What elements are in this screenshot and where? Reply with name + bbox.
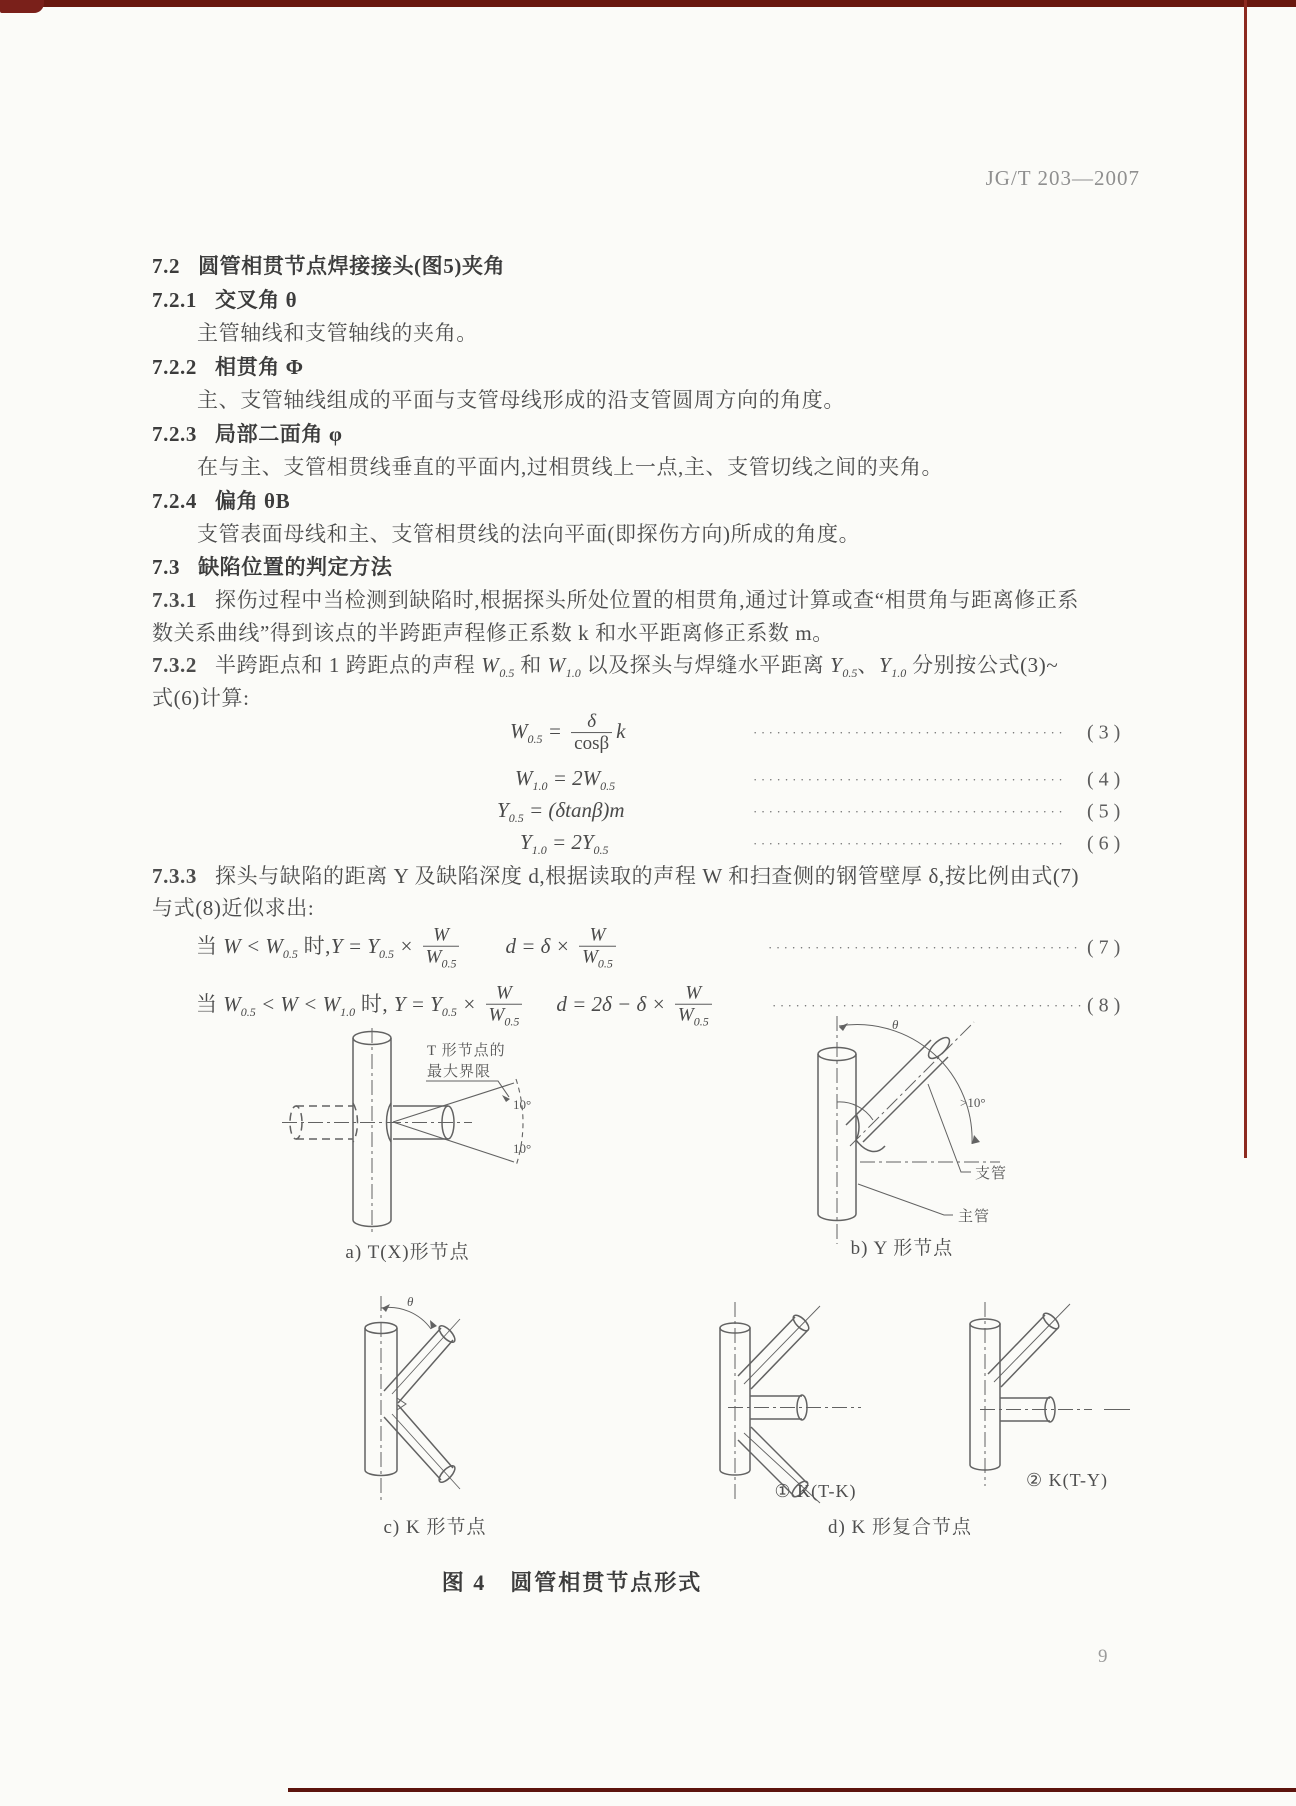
fraction bbox=[423, 926, 460, 971]
k-theta-label: θ bbox=[407, 1294, 414, 1309]
formula-6-row bbox=[0, 829, 1296, 859]
fraction-numerator: W bbox=[433, 924, 449, 946]
caption-a: a) T(X)形节点 bbox=[345, 1242, 470, 1263]
arc-arrowhead-right bbox=[430, 1320, 437, 1329]
section-7-3-3-line2: 与式(8)近似求出: bbox=[152, 896, 315, 920]
formula-term: d = δ × bbox=[505, 933, 576, 958]
formula-8-row bbox=[0, 978, 1296, 1034]
formula-5-row bbox=[0, 797, 1296, 827]
formula-subscript: 1.0 bbox=[532, 779, 548, 793]
formula-subscript: 1.0 bbox=[531, 843, 547, 857]
branch-axis-lower bbox=[392, 1414, 460, 1489]
formula-subscript: 0.5 bbox=[600, 779, 616, 793]
caption-d: d) K 形复合节点 bbox=[827, 1517, 973, 1538]
formula-number: ( 5 ) bbox=[1087, 800, 1121, 823]
dotted-leader: ········································ bbox=[753, 725, 1067, 740]
formula-term: W < W bbox=[223, 933, 283, 958]
y-main-label: 主管 bbox=[958, 1209, 991, 1225]
formula-subscript: 0.5 bbox=[240, 1004, 256, 1019]
section-number: 7.3 bbox=[152, 555, 181, 579]
dotted-leader: ········································ bbox=[772, 998, 1086, 1013]
formula-number: ( 8 ) bbox=[1087, 994, 1121, 1017]
formula-term: W bbox=[223, 991, 241, 1016]
fraction-numerator: W bbox=[685, 982, 702, 1004]
formula-number: ( 3 ) bbox=[1087, 721, 1121, 744]
fraction-numerator: W bbox=[496, 982, 512, 1004]
fraction-denominator bbox=[579, 946, 616, 971]
paragraph-text: 和 bbox=[514, 653, 548, 677]
branch-axis-upper bbox=[744, 1306, 820, 1384]
caption-b: b) Y 形节点 bbox=[850, 1238, 954, 1259]
formula-subscript: 0.5 bbox=[842, 666, 858, 680]
scan-edge-top bbox=[0, 0, 1296, 7]
section-7-3-2-line1 bbox=[152, 649, 1058, 681]
section-title: 偏角 θB bbox=[215, 489, 291, 513]
arc-arrowhead-top bbox=[839, 1023, 848, 1031]
formula-term: Y bbox=[497, 798, 509, 822]
formula-subscript: 0.5 bbox=[378, 946, 394, 961]
diagram-kty-node bbox=[952, 1300, 1182, 1490]
section-number: 7.2.1 bbox=[152, 288, 197, 312]
variable: W bbox=[481, 653, 500, 677]
y-theta-label: θ bbox=[892, 1017, 899, 1032]
formula-term: 时, bbox=[297, 933, 331, 958]
paragraph-text: 半跨距点和 1 跨距点的声程 bbox=[215, 653, 482, 677]
formula-subscript: 0.5 bbox=[499, 666, 515, 680]
section-7-3-heading bbox=[152, 551, 392, 581]
fraction bbox=[579, 926, 616, 971]
formula-term: W bbox=[582, 946, 598, 968]
section-7-2-2-heading bbox=[152, 351, 304, 381]
formula-term: 时, bbox=[355, 991, 394, 1016]
formula-number: ( 7 ) bbox=[1087, 936, 1121, 959]
formula-term: × bbox=[393, 933, 419, 958]
formula-term: 当 bbox=[196, 991, 224, 1016]
section-7-3-1-line1 bbox=[152, 584, 1079, 614]
formula-subscript: 0.5 bbox=[693, 1014, 709, 1029]
formula-term: W bbox=[677, 1004, 694, 1026]
formula-subscript: 0.5 bbox=[508, 811, 524, 825]
section-number: 7.3.2 bbox=[152, 653, 197, 677]
formula-term: Y = Y bbox=[393, 991, 442, 1016]
section-7-2-4-heading bbox=[152, 485, 290, 515]
section-number: 7.3.3 bbox=[152, 864, 197, 888]
branch-axis-upper bbox=[994, 1304, 1070, 1382]
formula-6-expression bbox=[520, 830, 609, 858]
diagram-k-node bbox=[338, 1294, 563, 1502]
joint-angle-arc bbox=[837, 1102, 873, 1120]
formula-subscript: 1.0 bbox=[340, 1004, 356, 1019]
formula-subscript: 0.5 bbox=[441, 956, 457, 971]
formula-number: ( 6 ) bbox=[1087, 832, 1121, 855]
formula-subscript: 1.0 bbox=[565, 666, 581, 680]
label-ktk: ① K(T-K) bbox=[774, 1481, 857, 1501]
formula-term: = bbox=[542, 718, 568, 743]
document-code-header: JG/T 203—2007 bbox=[985, 166, 1140, 190]
section-number: 7.2.2 bbox=[152, 355, 197, 379]
formula-term: = (δtanβ)m bbox=[523, 798, 625, 822]
section-number: 7.3.1 bbox=[152, 588, 197, 612]
variable: Y bbox=[830, 653, 843, 677]
fraction-denominator: cosβ bbox=[571, 732, 612, 754]
paragraph-text: 探伤过程中当检测到缺陷时,根据探头所处位置的相贯角,通过计算或查“相贯角与距离修正系 bbox=[215, 588, 1080, 612]
formula-7-expression bbox=[196, 926, 620, 971]
section-7-3-1-line2: 数关系曲线”得到该点的半跨距声程修正系数 k 和水平距离修正系数 m。 bbox=[152, 621, 834, 645]
tx-note-line2: 最大界限 bbox=[427, 1064, 492, 1080]
figure-4-caption: 图 4 圆管相贯节点形式 bbox=[441, 1570, 703, 1595]
fraction bbox=[571, 712, 612, 754]
formula-4-expression bbox=[515, 766, 615, 794]
formula-3-row bbox=[0, 704, 1296, 762]
section-7-3-2-line2: 式(6)计算: bbox=[152, 686, 250, 710]
formula-term: Y = Y bbox=[330, 933, 379, 958]
variable: Y bbox=[878, 653, 892, 677]
section-7-2-2-body: 主、支管轴线组成的平面与支管母线形成的沿支管圆周方向的角度。 bbox=[197, 388, 845, 412]
formula-7-row bbox=[0, 920, 1296, 976]
paragraph-text: 以及探头与焊缝水平距离 bbox=[580, 653, 831, 677]
formula-subscript: 1.0 bbox=[891, 666, 907, 680]
formula-term: W bbox=[488, 1004, 505, 1026]
fraction-numerator: δ bbox=[587, 711, 597, 733]
fraction bbox=[675, 984, 712, 1029]
formula-subscript: 0.5 bbox=[527, 731, 543, 746]
formula-number: ( 4 ) bbox=[1087, 768, 1121, 791]
formula-term: = 2Y bbox=[546, 830, 594, 854]
tx-note-line1: T 形节点的 bbox=[427, 1043, 506, 1059]
fraction-denominator bbox=[675, 1004, 712, 1029]
section-7-2-3-body: 在与主、支管相贯线垂直的平面内,过相贯线上一点,主、支管切线之间的夹角。 bbox=[197, 455, 944, 479]
label-kty: ② K(T-Y) bbox=[1026, 1470, 1108, 1490]
section-title: 缺陷位置的判定方法 bbox=[198, 555, 393, 579]
main-label-leader bbox=[858, 1184, 953, 1215]
formula-term: W bbox=[510, 718, 528, 743]
formula-subscript: 0.5 bbox=[441, 1004, 457, 1019]
section-7-2-1-heading bbox=[152, 284, 297, 314]
section-7-2-1-body: 主管轴线和支管轴线的夹角。 bbox=[197, 321, 478, 345]
arc-arrowhead-bottom bbox=[972, 1135, 980, 1144]
formula-term: W bbox=[515, 766, 533, 790]
fraction-denominator bbox=[423, 946, 460, 971]
section-title: 圆管相贯节点焊接接头(图5)夹角 bbox=[198, 254, 506, 278]
caption-c: c) K 形节点 bbox=[383, 1517, 487, 1538]
branch-axis-upper bbox=[392, 1319, 460, 1394]
formula-term: × bbox=[456, 991, 482, 1016]
paragraph-text: 、 bbox=[857, 653, 879, 677]
section-title: 相贯角 Φ bbox=[215, 355, 304, 379]
dotted-leader: ········································ bbox=[753, 804, 1067, 819]
formula-term: = 2W bbox=[547, 766, 601, 790]
section-7-2-heading bbox=[152, 250, 505, 280]
branch-axis bbox=[850, 1022, 974, 1146]
formula-3-expression bbox=[510, 712, 626, 754]
section-number: 7.2.4 bbox=[152, 489, 197, 513]
formula-subscript: 0.5 bbox=[593, 843, 609, 857]
y-branch-label: 支管 bbox=[975, 1166, 1008, 1182]
branch-pipe bbox=[846, 1034, 953, 1151]
paragraph-text: 探头与缺陷的距离 Y 及缺陷深度 d,根据读取的声程 W 和扫查侧的钢管壁厚 δ,按比例由式(7) bbox=[215, 864, 1080, 888]
diagram-tx-node bbox=[280, 1026, 535, 1238]
formula-term: W bbox=[425, 946, 442, 968]
tx-angle-lower-label: 10° bbox=[513, 1141, 532, 1156]
branch-pipe-upper bbox=[738, 1313, 811, 1389]
dotted-leader: ········································ bbox=[753, 836, 1067, 851]
diagram-y-node bbox=[742, 1014, 1022, 1246]
formula-term: Y bbox=[520, 830, 532, 854]
formula-subscript: 0.5 bbox=[597, 956, 613, 971]
arc-arrowhead-left bbox=[382, 1304, 390, 1312]
formula-5-expression bbox=[497, 798, 625, 826]
section-number: 7.2 bbox=[152, 254, 181, 278]
variable: W bbox=[547, 653, 566, 677]
section-7-3-3-line1 bbox=[152, 860, 1079, 890]
formula-8-expression bbox=[196, 984, 716, 1029]
section-7-2-3-heading bbox=[152, 418, 343, 448]
formula-subscript: 0.5 bbox=[282, 946, 298, 961]
formula-term: d = 2δ − δ × bbox=[556, 991, 671, 1016]
fraction-denominator bbox=[486, 1004, 523, 1029]
formula-term: 当 bbox=[196, 933, 224, 958]
page-number: 9 bbox=[1098, 1646, 1108, 1667]
dotted-leader: ········································ bbox=[768, 940, 1082, 955]
section-title: 交叉角 θ bbox=[215, 288, 298, 312]
scan-edge-bottom bbox=[288, 1788, 1296, 1792]
y-gt10-label: >10° bbox=[960, 1095, 986, 1110]
formula-term: k bbox=[616, 718, 626, 743]
dotted-leader: ········································ bbox=[753, 772, 1067, 787]
formula-subscript: 0.5 bbox=[504, 1014, 520, 1029]
fraction-numerator: W bbox=[589, 924, 606, 946]
section-title: 局部二面角 φ bbox=[215, 422, 343, 446]
tx-angle-upper-label: 10° bbox=[513, 1097, 532, 1112]
paragraph-text: 分别按公式(3)~ bbox=[906, 653, 1059, 677]
scan-edge-top-corner bbox=[0, 0, 44, 13]
formula-term: < W < W bbox=[255, 991, 341, 1016]
section-number: 7.2.3 bbox=[152, 422, 197, 446]
diagram-ktk-node bbox=[698, 1300, 933, 1505]
theta-arc bbox=[381, 1307, 431, 1329]
section-7-2-4-body: 支管表面母线和主、支管相贯线的法向平面(即探伤方向)所成的角度。 bbox=[197, 522, 861, 546]
formula-4-row bbox=[0, 765, 1296, 795]
fraction bbox=[486, 984, 523, 1029]
